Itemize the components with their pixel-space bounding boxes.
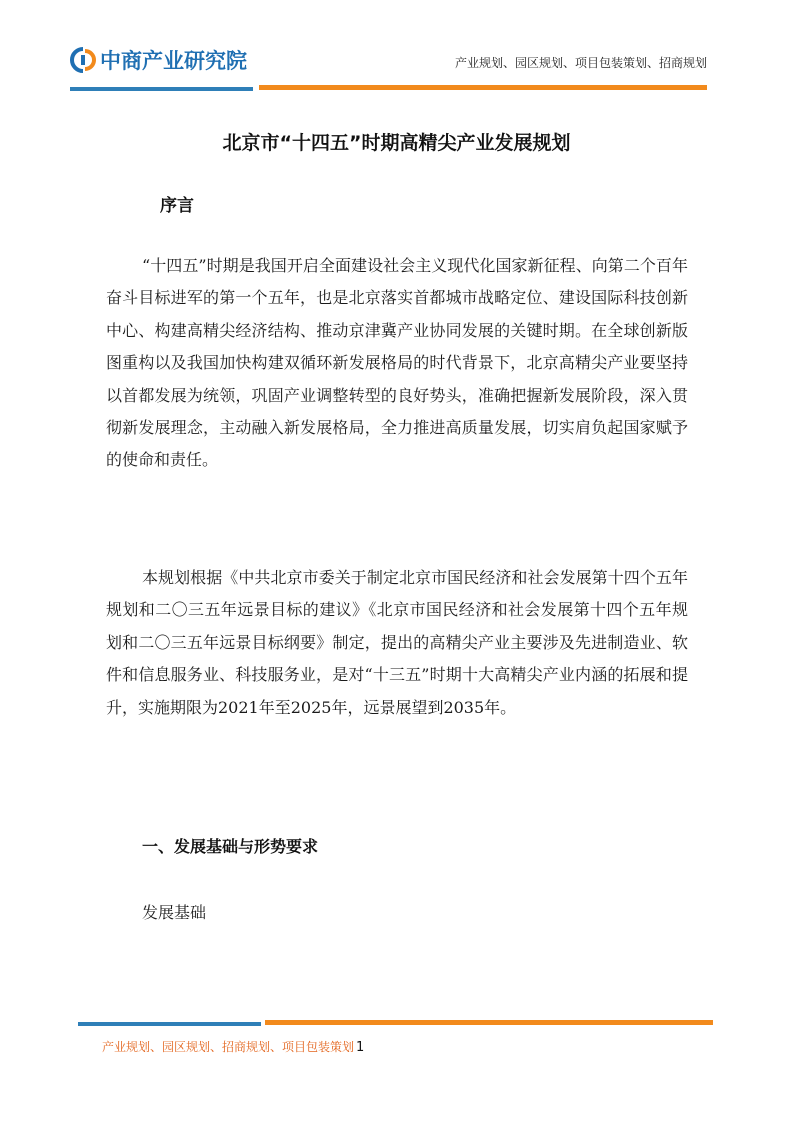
logo-mark-icon bbox=[70, 47, 96, 73]
header-tagline: 产业规划、园区规划、项目包装策划、招商规划 bbox=[454, 56, 707, 70]
footer-rule-orange bbox=[265, 1020, 713, 1025]
paragraph-intro: “十四五”时期是我国开启全面建设社会主义现代化国家新征程、向第二个百年奋斗目标进军的第一个五年，也是北京落实首都城市战略定位、建设国际科技创新中心、构建高精尖经济结构、推动京津冀产业协同发展的关键时期。在全球创新版图重构以及我国加快构建双循环新发展格局的时代背景下，北京高精尖产业要坚持以首都发展为统领，巩固产业调整转型的良好势头，准确把握新发展阶段，深入贯彻新发展理念，主动融入新发展格局，全力推进高质量发展，切实肩负起国家赋予的使命和责任。 bbox=[106, 256, 688, 470]
page-footer bbox=[102, 1038, 364, 1055]
logo-text: 中商产业研究院 bbox=[100, 49, 247, 73]
document-title: 北京市“十四五”时期高精尖产业发展规划 bbox=[222, 132, 571, 154]
section-heading: 一、发展基础与形势要求 bbox=[142, 837, 319, 856]
paragraph-basis: 本规划根据《中共北京市委关于制定北京市国民经济和社会发展第十四个五年规划和二〇三五年远景目标的建议》《北京市国民经济和社会发展第十四个五年规划和二〇三五年远景目标纲要》制定，提出的高精尖产业主要涉及先进制造业、软件和信息服务业、科技服务业，是对“十三五”时期十大高精尖产业内涵的拓展和提升，实施期限为2021年至2025年，远景展望到2035年。 bbox=[106, 568, 688, 717]
page-header bbox=[0, 0, 793, 100]
page-number: 1 bbox=[356, 1040, 365, 1055]
footer-tagline: 产业规划、园区规划、招商规划、项目包装策划 bbox=[102, 1040, 355, 1054]
header-rule-orange bbox=[259, 85, 707, 90]
header-rule-blue bbox=[70, 87, 253, 91]
subsection-heading: 发展基础 bbox=[142, 903, 207, 922]
company-logo bbox=[70, 44, 247, 76]
preface-heading: 序言 bbox=[160, 196, 194, 216]
footer-rule-blue bbox=[78, 1022, 261, 1026]
